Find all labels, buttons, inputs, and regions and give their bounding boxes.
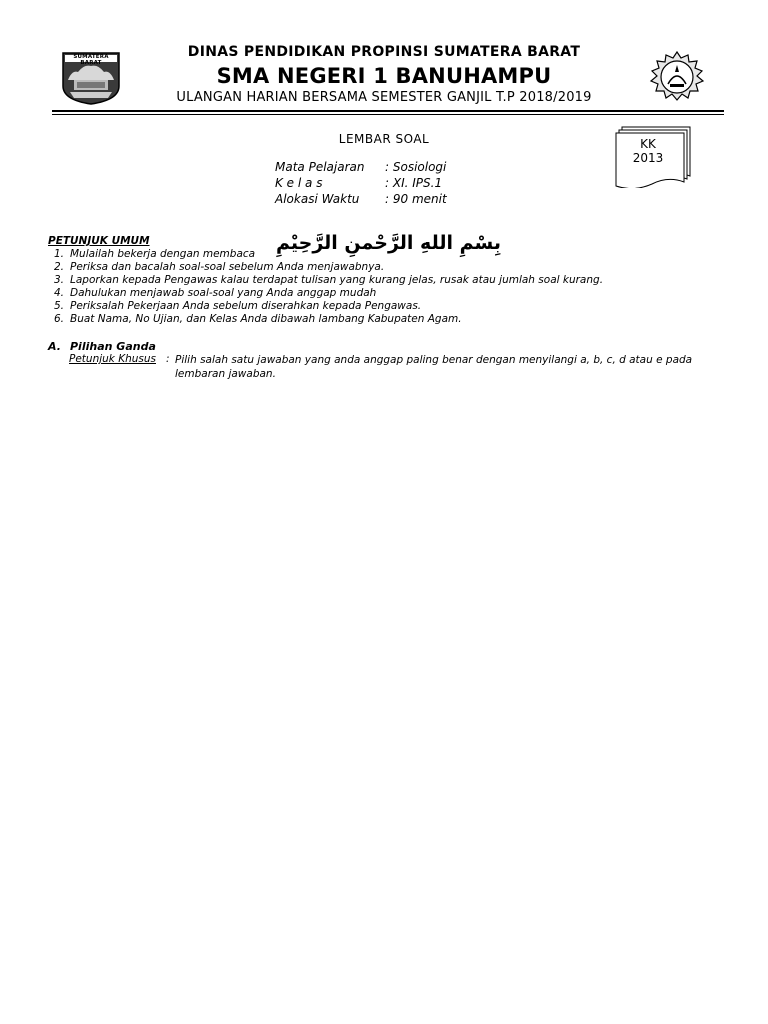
info-value: : Sosiologi xyxy=(385,160,447,174)
info-label: K e l a s xyxy=(275,176,323,190)
list-number: 2. xyxy=(53,261,64,273)
list-text: Buat Nama, No Ujian, dan Kelas Anda dibawah lambang Kabupaten Agam. xyxy=(70,313,462,325)
special-instructions-colon: : xyxy=(166,353,170,365)
header-rule-thin xyxy=(52,114,724,115)
info-row-time xyxy=(275,192,575,208)
general-instructions-title: PETUNJUK UMUM xyxy=(48,235,150,247)
list-number: 5. xyxy=(53,300,64,312)
section-title: Pilihan Ganda xyxy=(70,340,156,353)
list-item xyxy=(44,300,684,313)
special-instructions-text: Pilih salah satu jawaban yang anda anggap paling benar dengan menyilangi a, b, c, d atau e pada lembaran jawaban. xyxy=(175,354,693,380)
badge-line-1: KK xyxy=(640,137,656,151)
list-text: Mulailah bekerja dengan membaca xyxy=(70,248,256,260)
curriculum-badge-text xyxy=(618,137,678,165)
list-item xyxy=(44,274,684,287)
special-instructions-label: Petunjuk Khusus xyxy=(69,353,156,365)
info-row-subject xyxy=(275,160,575,176)
list-item xyxy=(44,261,684,274)
list-text: Laporkan kepada Pengawas kalau terdapat tulisan yang kurang jelas, rusak atau jumlah soal kurang. xyxy=(70,274,604,286)
list-item xyxy=(44,313,684,326)
list-item xyxy=(44,287,684,300)
list-number: 1. xyxy=(53,248,64,260)
list-text: Dahulukan menjawab soal-soal yang Anda anggap mudah xyxy=(70,287,377,299)
badge-line-2: 2013 xyxy=(632,151,664,165)
list-number: 4. xyxy=(53,287,64,299)
sheet-title: LEMBAR SOAL xyxy=(338,132,430,146)
list-number: 3. xyxy=(53,274,64,286)
agency-heading: DINAS PENDIDIKAN PROPINSI SUMATERA BARAT xyxy=(187,44,581,60)
emblem-label: SUMATERA BARAT xyxy=(73,54,109,66)
list-text: Periksalah Pekerjaan Anda sebelum diserahkan kepada Pengawas. xyxy=(70,300,422,312)
school-name: SMA NEGERI 1 BANUHAMPU xyxy=(216,64,552,88)
bismillah-text: بِسْمِ اللهِ الرَّحْمنِ الرَّحِيْمِ xyxy=(276,232,501,254)
list-number: 6. xyxy=(53,313,64,325)
info-value: : XI. IPS.1 xyxy=(385,176,443,190)
info-label: Mata Pelajaran xyxy=(275,160,365,174)
section-a-heading xyxy=(48,340,248,354)
list-text: Periksa dan bacalah soal-soal sebelum Anda menjawabnya. xyxy=(70,261,385,273)
info-value: : 90 menit xyxy=(385,192,447,206)
info-row-class xyxy=(275,176,575,192)
info-label: Alokasi Waktu xyxy=(275,192,360,206)
exam-heading: ULANGAN HARIAN BERSAMA SEMESTER GANJIL T.P 2018/2019 xyxy=(176,90,592,105)
list-item xyxy=(44,248,684,261)
header-rule-thick xyxy=(52,110,724,112)
section-number: A. xyxy=(48,340,61,353)
